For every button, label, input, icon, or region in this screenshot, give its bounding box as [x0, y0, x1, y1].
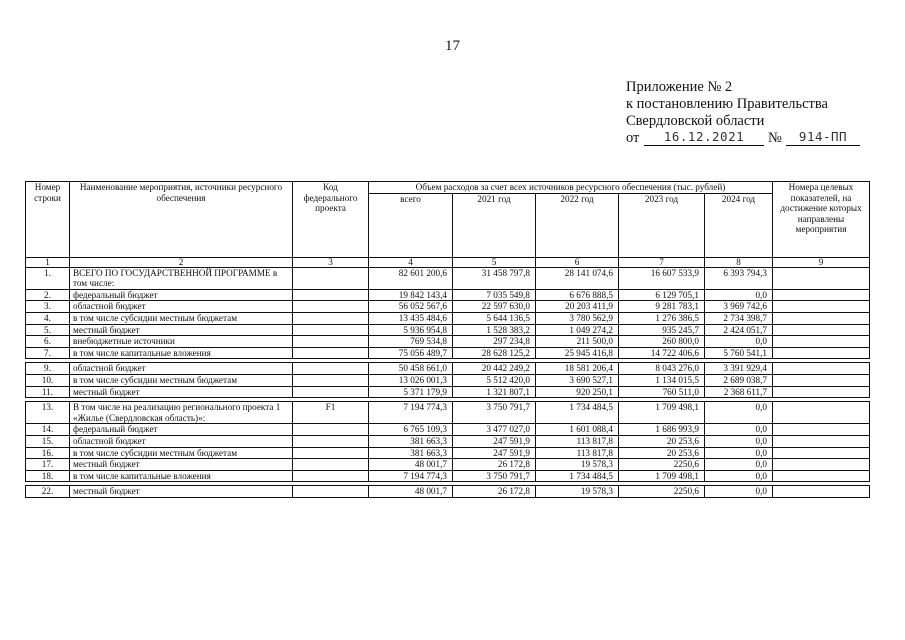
table-row: [26, 289, 870, 301]
row-targets-cell: [773, 363, 870, 375]
row-2024-cell: 0,0: [705, 435, 773, 447]
row-name-cell: в том числе капитальные вложения: [70, 470, 293, 482]
number-label: №: [768, 130, 782, 146]
row-2021-cell: 28 628 125,2: [453, 347, 536, 359]
row-2023-cell: 2250,6: [619, 459, 705, 471]
row-2023-cell: 16 607 533,9: [619, 267, 705, 289]
row-total-cell: 7 194 774,3: [369, 470, 453, 482]
row-code-cell: [293, 336, 369, 348]
row-2021-cell: 1 528 383,2: [453, 324, 536, 336]
row-2023-cell: 260 800,0: [619, 336, 705, 348]
row-name-cell: местный бюджет: [70, 386, 293, 398]
date-value: 16.12.2021: [644, 128, 764, 146]
row-name-cell: в том числе субсидии местным бюджетам: [70, 312, 293, 324]
column-number: 6: [536, 257, 619, 267]
row-2023-cell: 20 253,6: [619, 435, 705, 447]
row-2022-cell: 3 690 527,1: [536, 374, 619, 386]
row-code-cell: [293, 289, 369, 301]
row-number-cell: 1.: [26, 267, 70, 289]
row-2022-cell: 1 734 484,5: [536, 470, 619, 482]
table-row: [26, 435, 870, 447]
row-name-cell: федеральный бюджет: [70, 424, 293, 436]
row-targets-cell: [773, 386, 870, 398]
header-total: всего: [369, 193, 453, 257]
row-name-cell: в том числе субсидии местным бюджетам: [70, 374, 293, 386]
row-2024-cell: 3 969 742,6: [705, 301, 773, 313]
row-name-cell: местный бюджет: [70, 459, 293, 471]
table-row: [26, 336, 870, 348]
row-total-cell: 56 052 567,6: [369, 301, 453, 313]
row-2023-cell: 1 709 498,1: [619, 402, 705, 424]
row-2024-cell: 6 393 794,3: [705, 267, 773, 289]
row-code-cell: [293, 374, 369, 386]
row-name-cell: областной бюджет: [70, 301, 293, 313]
row-number-cell: 2.: [26, 289, 70, 301]
row-number-cell: 4.: [26, 312, 70, 324]
row-2023-cell: 9 281 783,1: [619, 301, 705, 313]
row-total-cell: 769 534,8: [369, 336, 453, 348]
row-2024-cell: 0,0: [705, 424, 773, 436]
row-2024-cell: 0,0: [705, 336, 773, 348]
row-code-cell: [293, 470, 369, 482]
table-row: [26, 374, 870, 386]
row-name-cell: ВСЕГО ПО ГОСУДАРСТВЕННОЙ ПРОГРАММЕ в том числе:: [70, 267, 293, 289]
row-2021-cell: 3 750 791,7: [453, 470, 536, 482]
header-code: Код федерального проекта: [293, 182, 369, 258]
header-2022: 2022 год: [536, 193, 619, 257]
row-code-cell: F1: [293, 402, 369, 424]
row-name-cell: внебюджетные источники: [70, 336, 293, 348]
row-targets-cell: [773, 312, 870, 324]
resource-table: [25, 181, 870, 498]
row-2024-cell: 2 734 398,7: [705, 312, 773, 324]
row-name-cell: в том числе субсидии местным бюджетам: [70, 447, 293, 459]
row-total-cell: 381 663,3: [369, 435, 453, 447]
row-targets-cell: [773, 486, 870, 498]
row-code-cell: [293, 447, 369, 459]
row-2024-cell: 3 391 929,4: [705, 363, 773, 375]
row-name-cell: местный бюджет: [70, 486, 293, 498]
row-targets-cell: [773, 336, 870, 348]
table-row: [26, 447, 870, 459]
row-2021-cell: 20 442 249,2: [453, 363, 536, 375]
row-code-cell: [293, 459, 369, 471]
annex-line-3: Свердловской области: [626, 113, 765, 129]
row-2024-cell: 2 689 038,7: [705, 374, 773, 386]
row-number-cell: 22.: [26, 486, 70, 498]
row-code-cell: [293, 312, 369, 324]
row-code-cell: [293, 386, 369, 398]
row-2021-cell: 26 172,8: [453, 486, 536, 498]
header-2021: 2021 год: [453, 193, 536, 257]
row-total-cell: 5 371 179,9: [369, 386, 453, 398]
row-number-cell: 10.: [26, 374, 70, 386]
row-targets-cell: [773, 447, 870, 459]
table-row: [26, 301, 870, 313]
row-number-cell: 14.: [26, 424, 70, 436]
row-targets-cell: [773, 347, 870, 359]
row-code-cell: [293, 424, 369, 436]
column-number: 1: [26, 257, 70, 267]
number-value: 914-ПП: [786, 128, 860, 146]
row-2024-cell: 0,0: [705, 470, 773, 482]
row-targets-cell: [773, 459, 870, 471]
row-2024-cell: 0,0: [705, 459, 773, 471]
row-targets-cell: [773, 470, 870, 482]
page-number: 17: [445, 38, 460, 54]
row-2021-cell: 31 458 797,8: [453, 267, 536, 289]
annex-date-row: [626, 129, 848, 148]
header-2024: 2024 год: [705, 193, 773, 257]
row-code-cell: [293, 486, 369, 498]
column-number: 7: [619, 257, 705, 267]
row-name-cell: областной бюджет: [70, 363, 293, 375]
row-number-cell: 3.: [26, 301, 70, 313]
row-number-cell: 5.: [26, 324, 70, 336]
row-total-cell: 13 435 484,6: [369, 312, 453, 324]
row-total-cell: 75 056 489,7: [369, 347, 453, 359]
column-number: 3: [293, 257, 369, 267]
row-number-cell: 18.: [26, 470, 70, 482]
row-2022-cell: 19 578,3: [536, 459, 619, 471]
row-2023-cell: 6 129 705,1: [619, 289, 705, 301]
row-number-cell: 6.: [26, 336, 70, 348]
row-2022-cell: 113 817,8: [536, 447, 619, 459]
table-row: [26, 402, 870, 424]
row-total-cell: 48 001,7: [369, 459, 453, 471]
row-targets-cell: [773, 301, 870, 313]
row-2023-cell: 8 043 276,0: [619, 363, 705, 375]
header-name: Наименование мероприятия, источники ресурсного обеспечения: [70, 182, 293, 258]
column-number: 4: [369, 257, 453, 267]
row-code-cell: [293, 435, 369, 447]
row-2023-cell: 2250,6: [619, 486, 705, 498]
table-row: [26, 486, 870, 498]
table-row: [26, 312, 870, 324]
row-2021-cell: 7 035 549,8: [453, 289, 536, 301]
table-row: [26, 363, 870, 375]
row-code-cell: [293, 301, 369, 313]
annex-line-2: к постановлению Правительства: [626, 96, 828, 112]
row-2024-cell: 2 424 051,7: [705, 324, 773, 336]
row-total-cell: 19 842 143,4: [369, 289, 453, 301]
row-2022-cell: 25 945 416,8: [536, 347, 619, 359]
row-targets-cell: [773, 267, 870, 289]
row-code-cell: [293, 363, 369, 375]
row-targets-cell: [773, 289, 870, 301]
row-total-cell: 5 936 954,8: [369, 324, 453, 336]
row-2021-cell: 1 321 807,1: [453, 386, 536, 398]
table-row: [26, 324, 870, 336]
header-2023: 2023 год: [619, 193, 705, 257]
row-2021-cell: 5 512 420,0: [453, 374, 536, 386]
row-code-cell: [293, 267, 369, 289]
row-2024-cell: 0,0: [705, 486, 773, 498]
row-targets-cell: [773, 374, 870, 386]
row-2023-cell: 20 253,6: [619, 447, 705, 459]
row-2024-cell: 5 760 541,1: [705, 347, 773, 359]
row-2021-cell: 22 597 630,0: [453, 301, 536, 313]
row-number-cell: 15.: [26, 435, 70, 447]
row-2023-cell: 935 245,7: [619, 324, 705, 336]
row-targets-cell: [773, 402, 870, 424]
row-2024-cell: 0,0: [705, 402, 773, 424]
row-total-cell: 48 001,7: [369, 486, 453, 498]
row-total-cell: 7 194 774,3: [369, 402, 453, 424]
row-targets-cell: [773, 324, 870, 336]
row-2022-cell: 28 141 074,6: [536, 267, 619, 289]
row-total-cell: 82 601 200,6: [369, 267, 453, 289]
row-code-cell: [293, 347, 369, 359]
row-name-cell: федеральный бюджет: [70, 289, 293, 301]
row-2022-cell: 1 734 484,5: [536, 402, 619, 424]
header-row-number: Номер строки: [26, 182, 70, 258]
table-body: [26, 257, 870, 497]
column-number-row: [26, 257, 870, 267]
row-2022-cell: 18 581 206,4: [536, 363, 619, 375]
table-row: [26, 267, 870, 289]
date-label: от: [626, 130, 640, 146]
row-2022-cell: 3 780 562,9: [536, 312, 619, 324]
table-row: [26, 459, 870, 471]
row-code-cell: [293, 324, 369, 336]
row-2021-cell: 297 234,8: [453, 336, 536, 348]
row-2021-cell: 26 172,8: [453, 459, 536, 471]
table-row: [26, 347, 870, 359]
row-2021-cell: 3 750 791,7: [453, 402, 536, 424]
column-number: 9: [773, 257, 870, 267]
table-row: [26, 424, 870, 436]
row-number-cell: 16.: [26, 447, 70, 459]
row-name-cell: областной бюджет: [70, 435, 293, 447]
row-2021-cell: 247 591,9: [453, 447, 536, 459]
row-2023-cell: 760 511,0: [619, 386, 705, 398]
annex-title: Приложение № 2: [626, 79, 733, 95]
row-number-cell: 17.: [26, 459, 70, 471]
row-targets-cell: [773, 424, 870, 436]
row-number-cell: 11.: [26, 386, 70, 398]
row-name-cell: местный бюджет: [70, 324, 293, 336]
row-targets-cell: [773, 435, 870, 447]
row-total-cell: 6 765 109,3: [369, 424, 453, 436]
column-number: 5: [453, 257, 536, 267]
row-2022-cell: 6 676 888,5: [536, 289, 619, 301]
row-2021-cell: 3 477 027,0: [453, 424, 536, 436]
table-row: [26, 386, 870, 398]
row-2023-cell: 1 709 498,1: [619, 470, 705, 482]
row-total-cell: 50 458 661,0: [369, 363, 453, 375]
row-2021-cell: 247 591,9: [453, 435, 536, 447]
row-number-cell: 7.: [26, 347, 70, 359]
row-2023-cell: 1 134 015,5: [619, 374, 705, 386]
table-row: [26, 470, 870, 482]
annex-block: [626, 79, 848, 148]
row-name-cell: в том числе капитальные вложения: [70, 347, 293, 359]
row-number-cell: 9.: [26, 363, 70, 375]
row-2022-cell: 920 250,1: [536, 386, 619, 398]
row-2024-cell: 0,0: [705, 447, 773, 459]
column-number: 8: [705, 257, 773, 267]
row-2024-cell: 0,0: [705, 289, 773, 301]
column-number: 2: [70, 257, 293, 267]
row-name-cell: В том числе на реализацию регионального проекта 1 «Жилье (Свердловская область)»:: [70, 402, 293, 424]
row-2023-cell: 14 722 406,6: [619, 347, 705, 359]
row-2024-cell: 2 368 611,7: [705, 386, 773, 398]
row-2023-cell: 1 276 386,5: [619, 312, 705, 324]
row-2022-cell: 113 817,8: [536, 435, 619, 447]
row-2022-cell: 1 049 274,2: [536, 324, 619, 336]
row-2021-cell: 5 644 136,5: [453, 312, 536, 324]
row-2022-cell: 20 203 411,9: [536, 301, 619, 313]
row-number-cell: 13.: [26, 402, 70, 424]
row-2022-cell: 211 500,0: [536, 336, 619, 348]
row-2022-cell: 1 601 088,4: [536, 424, 619, 436]
row-2022-cell: 19 578,3: [536, 486, 619, 498]
row-2023-cell: 1 686 993,9: [619, 424, 705, 436]
header-targets: Номера целевых показателей, на достижение которых направлены мероприятия: [773, 182, 870, 258]
header-volume: Объем расходов за счет всех источников ресурсного обеспечения (тыс. рублей): [369, 182, 773, 194]
row-total-cell: 13 026 001,3: [369, 374, 453, 386]
row-total-cell: 381 663,3: [369, 447, 453, 459]
